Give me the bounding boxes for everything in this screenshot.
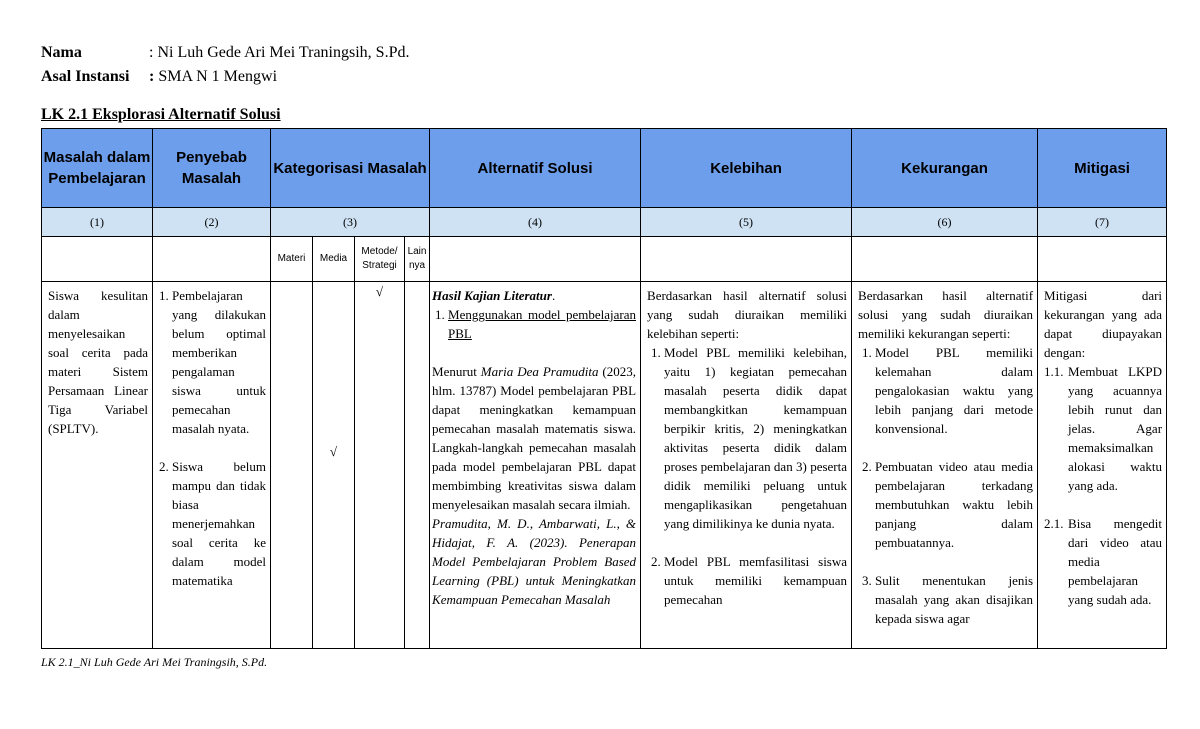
footer: LK 2.1_Ni Luh Gede Ari Mei Traningsih, S.Pd.	[41, 655, 268, 669]
col-number: (4)	[430, 208, 641, 237]
mitigasi-item: 1.1. Membuat LKPD yang acuannya lebih runut dan jelas. Agar memaksimalkan alokasi waktu yang ada.	[1044, 364, 1163, 493]
mitigasi-item: 2.1. Bisa mengedit dari video atau media pembelajaran yang sudah ada.	[1044, 516, 1163, 607]
name-value: : Ni Luh Gede Ari Mei Traningsih, S.Pd.	[149, 44, 410, 61]
col-header-masalah: Masalah dalam Pembelajaran	[42, 129, 153, 208]
penyebab-item: 1. Pembelajaran yang dilakukan belum optimal memberikan pengalaman siswa untuk pemecahan masalah nyata.	[172, 286, 266, 438]
check-mark: √	[375, 284, 384, 299]
subcategory-metode: Metode/ Strategi	[355, 237, 405, 282]
solution-table	[41, 128, 1167, 649]
kekurangan-item: 3. Sulit menentukan jenis masalah yang akan disajikan kepada siswa agar	[875, 571, 1033, 628]
literature-heading: Hasil Kajian Literatur	[432, 288, 552, 303]
subcategory-materi: Materi	[271, 237, 313, 282]
cell-kelebihan: Berdasarkan hasil alternatif solusi yang sudah diuraikan memiliki kelebihan seperti: 1. Model PBL memiliki kelebihan, yaitu 1) kegiatan pemecahan masalah peserta didik dapat membangkitkan kemampuan berpikir kritis, 2) meningkatkan aktivitas peserta didik dalam proses pembelajaran dan 3) peserta didik memiliki peluang untuk mengaplikasikan pengetahuan yang dimilikinya ke dunia nyata. 2. Model PBL memfasilitasi siswa untuk memiliki kemampuan pemecahan	[641, 282, 852, 649]
name-label: Nama	[41, 44, 82, 61]
col-number: (3)	[271, 208, 430, 237]
cell-media	[313, 282, 355, 649]
table-header-row	[42, 129, 1167, 208]
cell-alternatif: Hasil Kajian Literatur. 1. Menggunakan model pembelajaran PBL Menurut Maria Dea Pramudita (2023, hlm. 13787) Model pembelajaran PBL dapat meningkatkan kemampuan pemecahan masalah matematis siswa. Langkah-langkah pemecahan masalah pada model pembelajaran PBL dapat membimbing kreativitas siswa dalam menyelesaikan masalah secara ilmiah. Pramudita, M. D., Ambarwati, L., & Hidajat, F. A. (2023). Penerapan Model Pembelajaran Problem Based Learning (PBL) untuk Meningkatkan Kemampuan Pemecahan Masalah	[430, 282, 641, 649]
name-row	[41, 44, 409, 62]
subcategory-lainnya: Lain nya	[405, 237, 430, 282]
page-title: LK 2.1 Eksplorasi Alternatif Solusi	[41, 106, 281, 123]
penyebab-item: 2. Siswa belum mampu dan tidak biasa menerjemahkan soal cerita ke dalam model matematika	[172, 457, 266, 590]
kekurangan-item: 1. Model PBL memiliki kelemahan dalam pengalokasian waktu yang lebih panjang dari metode konvensional.	[875, 343, 1033, 438]
institution-row	[41, 68, 277, 86]
alternatif-item: 1. Menggunakan model pembelajaran PBL	[448, 305, 636, 343]
cell-masalah: Siswa kesulitan dalam menyelesaikan soal cerita pada materi Sistem Persamaan Linear Tiga Variabel (SPLTV).	[42, 282, 153, 649]
col-number: (1)	[42, 208, 153, 237]
kekurangan-item: 2. Pembuatan video atau media pembelajaran terkadang membutuhkan waktu lebih panjang dalam pembuatannya.	[875, 457, 1033, 552]
col-number: (7)	[1038, 208, 1167, 237]
kelebihan-item: 1. Model PBL memiliki kelebihan, yaitu 1) kegiatan pemecahan masalah peserta didik dapat membangkitkan kemampuan berpikir kritis, 2) meningkatkan aktivitas peserta didik dalam proses pembelajaran dan 3) peserta didik memiliki peluang untuk mengaplikasikan pengetahuan yang dimilikinya ke dunia nyata.	[664, 343, 847, 533]
col-header-kekurangan: Kekurangan	[852, 129, 1038, 208]
alternatif-paragraph: Menurut Maria Dea Pramudita (2023, hlm. 13787) Model pembelajaran PBL dapat meningkatkan kemampuan pemecahan masalah matematis siswa. Langkah-langkah pemecahan masalah pada model pembelajaran PBL dapat membimbing kreativitas siswa dalam menyelesaikan masalah secara ilmiah.	[432, 364, 637, 512]
subcategory-media: Media	[313, 237, 355, 282]
col-number: (5)	[641, 208, 852, 237]
citation: Pramudita, M. D., Ambarwati, L., & Hidajat, F. A. (2023). Penerapan Model Pembelajaran Problem Based Learning (PBL) untuk Meningkatkan Kemampuan Pemecahan Masalah	[432, 516, 637, 607]
cell-mitigasi: Mitigasi dari kekurangan yang ada dapat diupayakan dengan: 1.1. Membuat LKPD yang acuannya lebih runut dan jelas. Agar memaksimalkan alokasi waktu yang ada. 2.1. Bisa mengedit dari video atau media pembelajaran yang sudah ada.	[1038, 282, 1167, 649]
col-header-kelebihan: Kelebihan	[641, 129, 852, 208]
cell-penyebab	[153, 282, 271, 649]
cell-kekurangan: Berdasarkan hasil alternatif solusi yang sudah diuraikan memiliki kekurangan seperti: 1. Model PBL memiliki kelemahan dalam pengalokasian waktu yang lebih panjang dari metode konvensional. 2. Pembuatan video atau media pembelajaran terkadang membutuhkan waktu lebih panjang dalam pembuatannya. 3. Sulit menentukan jenis masalah yang akan disajikan kepada siswa agar	[852, 282, 1038, 649]
table-number-row	[42, 208, 1167, 237]
cell-metode	[355, 282, 405, 649]
col-header-penyebab: Penyebab Masalah	[153, 129, 271, 208]
cell-materi	[271, 282, 313, 649]
kelebihan-item: 2. Model PBL memfasilitasi siswa untuk memiliki kemampuan pemecahan	[664, 552, 847, 609]
col-header-mitigasi: Mitigasi	[1038, 129, 1167, 208]
table-row	[42, 282, 1167, 649]
cell-lainnya	[405, 282, 430, 649]
col-number: (2)	[153, 208, 271, 237]
col-number: (6)	[852, 208, 1038, 237]
institution-value: : SMA N 1 Mengwi	[149, 68, 278, 85]
col-header-kategorisasi: Kategorisasi Masalah	[271, 129, 430, 208]
subcategory-row	[42, 237, 1167, 282]
institution-value-text: SMA N 1 Mengwi	[154, 68, 278, 85]
col-header-alternatif: Alternatif Solusi	[430, 129, 641, 208]
institution-label: Asal Instansi	[41, 68, 130, 85]
check-mark: √	[329, 444, 338, 459]
